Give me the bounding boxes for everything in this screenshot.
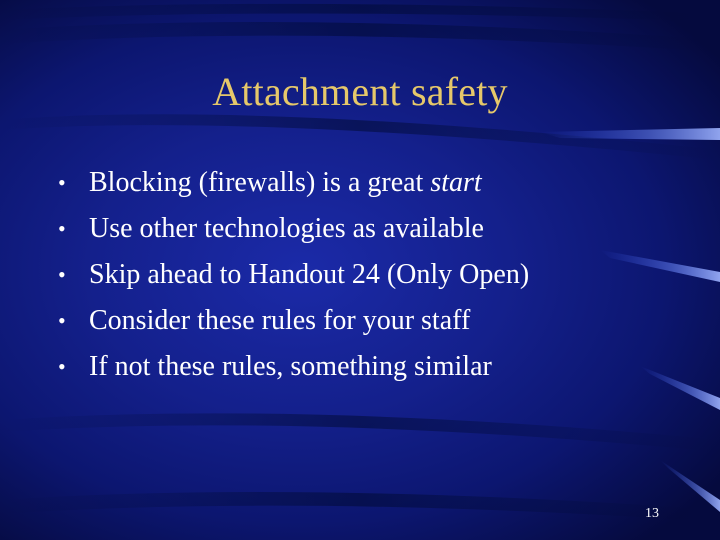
bullet-icon: •: [58, 216, 66, 241]
bullet-text: If not these rules, something similar: [89, 351, 492, 382]
bullet-icon: •: [58, 308, 66, 333]
bullet-text: Consider these rules for your staff: [89, 305, 471, 336]
bullet-icon: •: [58, 354, 66, 379]
bullet-text: Blocking (firewalls) is a great start: [89, 167, 482, 198]
slide-title: Attachment safety: [212, 69, 508, 114]
bullet-icon: •: [58, 262, 66, 287]
bullet-icon: •: [58, 170, 66, 195]
bullet-text: Use other technologies as available: [89, 213, 484, 244]
page-number: 13: [645, 506, 659, 521]
bullet-emphasis: start: [430, 167, 482, 198]
bullet-text: Skip ahead to Handout 24 (Only Open): [89, 259, 530, 290]
